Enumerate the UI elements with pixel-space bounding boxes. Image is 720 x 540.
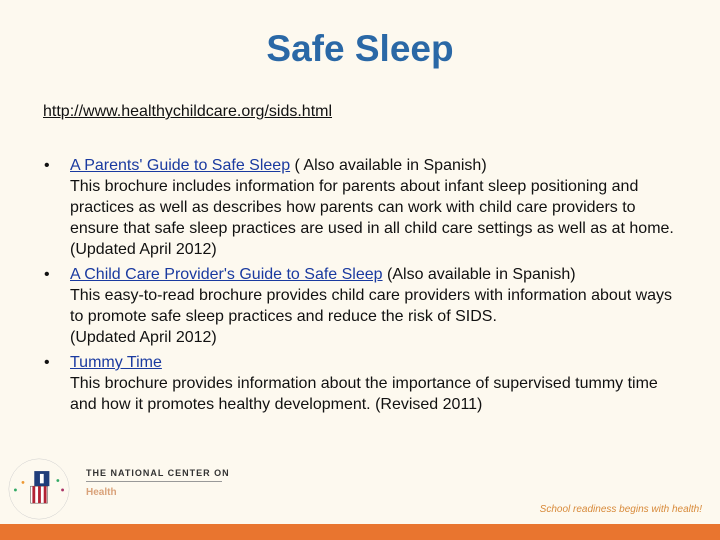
item-note: (Updated April 2012) [70, 241, 217, 258]
parents-guide-link[interactable]: A Parents' Guide to Safe Sleep [70, 157, 291, 174]
resource-list [44, 155, 684, 419]
org-health: Health [86, 487, 117, 498]
bullet-icon: • [44, 157, 50, 174]
item-suffix: (Also available in Spanish) [382, 266, 576, 283]
org-name: THE NATIONAL CENTER ON [86, 468, 222, 482]
item-suffix: ( Also available in Spanish) [290, 157, 487, 174]
item-note: (Updated April 2012) [70, 329, 217, 346]
bullet-icon: • [44, 354, 50, 371]
head-start-logo [6, 456, 72, 522]
tummy-time-link[interactable]: Tummy Time [70, 354, 162, 371]
footer-bar [0, 524, 720, 540]
provider-guide-link[interactable]: A Child Care Provider's Guide to Safe Sleep [70, 266, 383, 283]
item-description: This easy-to-read brochure provides child care providers with information about ways to promote safe sleep practices and reduce the risk of SIDS. [70, 287, 673, 325]
bullet-icon: • [44, 266, 50, 283]
resource-url[interactable]: http://www.healthychildcare.org/sids.html [43, 103, 333, 120]
tagline: School readiness begins with health! [539, 504, 702, 515]
page-title: Safe Sleep [266, 28, 454, 69]
list-item [44, 155, 684, 260]
list-item [44, 264, 684, 348]
list-item [44, 352, 684, 415]
item-description: This brochure includes information for parents about infant sleep positioning and practices as well as describes how parents can work with child care providers to ensure that safe sleep practices are used in all child care settings as well as at home. [70, 178, 674, 237]
item-description: This brochure provides information about the importance of supervised tummy time and how it promotes healthy development. (Revised 2011) [70, 375, 658, 413]
